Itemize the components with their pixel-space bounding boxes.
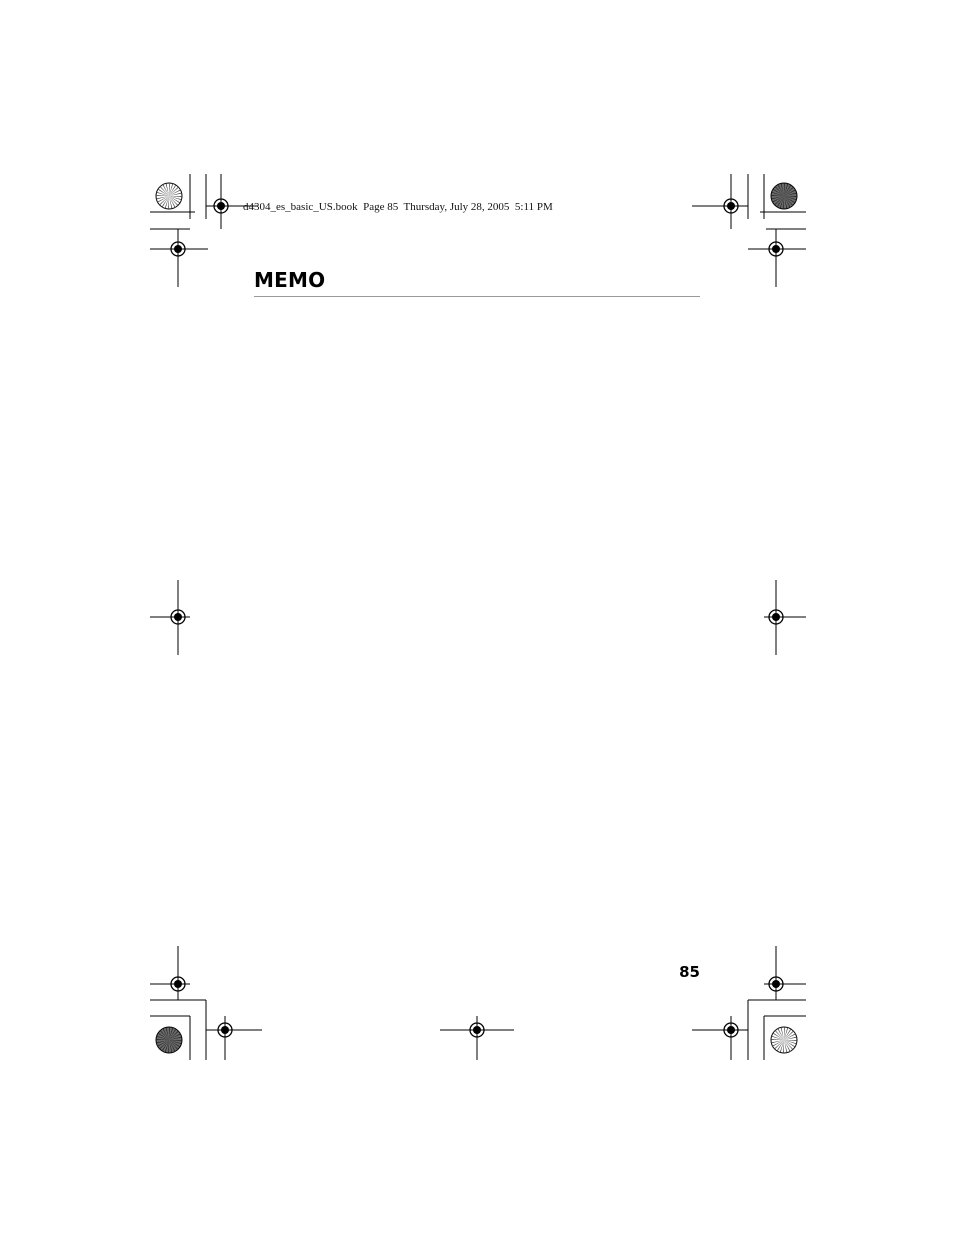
registration-mark: [150, 229, 208, 287]
registration-mark: [692, 174, 748, 229]
page-number: 85: [679, 963, 700, 981]
registration-mark: [206, 1016, 262, 1060]
starburst-target: [771, 183, 797, 209]
page-title: MEMO: [254, 268, 326, 292]
registration-mark: [748, 229, 806, 287]
registration-mark: [764, 946, 806, 1000]
starburst-target: [156, 1027, 182, 1053]
registration-mark: [150, 580, 190, 655]
starburst-target: [156, 183, 182, 209]
title-underline: [254, 296, 700, 297]
print-slug: d4304_es_basic_US.book Page 85 Thursday, July 28, 2005 5:11 PM: [243, 201, 553, 213]
registration-mark: [440, 1016, 514, 1060]
registration-mark: [764, 580, 806, 655]
starburst-target: [771, 1027, 797, 1053]
registration-mark: [150, 946, 190, 1000]
registration-mark: [692, 1016, 748, 1060]
